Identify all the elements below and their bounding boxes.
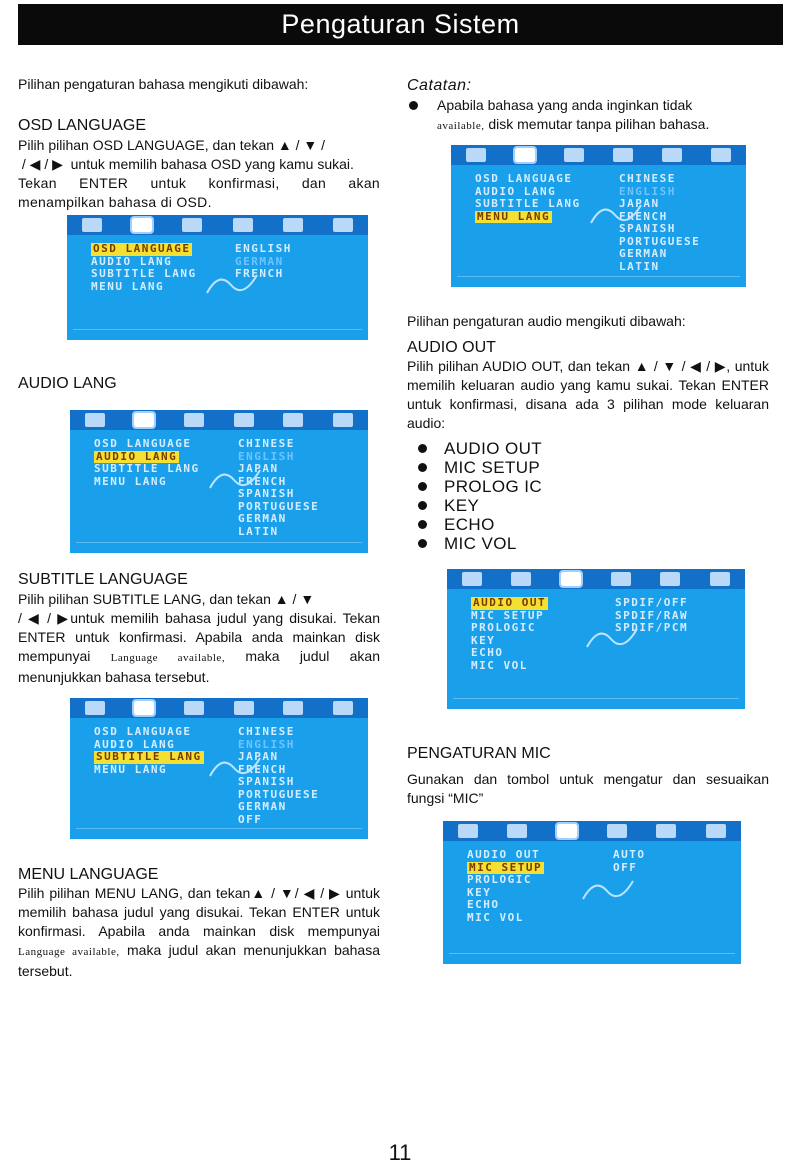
osd-tab-icon <box>283 413 303 427</box>
list-item: MIC VOL <box>416 534 542 553</box>
osd-option-item: CHINESE <box>238 437 295 450</box>
osd-menu-item: KEY <box>467 885 492 899</box>
osd-tab-icon <box>515 148 535 162</box>
osd-option-item: ENGLISH <box>238 737 295 751</box>
osd-tab-icon <box>182 218 202 232</box>
audio-out-heading: AUDIO OUT <box>407 339 496 356</box>
osd-tab-icon <box>706 824 726 838</box>
osd-tab-icon <box>656 824 676 838</box>
osd-menu-item: MIC VOL <box>471 658 528 672</box>
osd-option-item: CHINESE <box>238 725 295 738</box>
osd-option-item: FRENCH <box>238 474 287 488</box>
mic-text: Gunakan dan tombol untuk mengatur dan sesuaikan fungsi “MIC” <box>407 771 769 806</box>
osd-option-list <box>613 849 646 874</box>
osd-option-item: FRENCH <box>235 267 284 280</box>
audio-options-list <box>416 439 542 553</box>
osd-menu-list <box>471 597 548 672</box>
osd-menu-item: MENU LANG <box>94 762 168 776</box>
osd-menu-item: MIC SETUP <box>471 608 545 622</box>
osd-divider <box>453 698 739 699</box>
osd-tab-bar <box>443 821 741 841</box>
menu-language-text: Pilih pilihan MENU LANG, dan tekan▲ / ▼/ ◀ / ▶ untuk memilih bahasa judul yang disukai. Tekan ENTER untuk konfirmasi. Apabila anda mainkan disk mempunyai Language available, maka judul akan menunjukkan bahasa tersebut. <box>18 885 380 979</box>
osd-screen-osd-language <box>67 215 368 340</box>
osd-menu-item: SUBTITLE LANG <box>94 462 200 475</box>
osd-menu-item: OSD LANGUAGE <box>475 172 573 185</box>
osd-option-item: GERMAN <box>619 247 668 260</box>
osd-menu-item: MIC SETUP <box>469 860 543 874</box>
audio-lang-heading: AUDIO LANG <box>18 375 117 392</box>
osd-tab-icon <box>333 701 353 715</box>
osd-tab-icon <box>283 701 303 715</box>
osd-tab-icon <box>134 701 154 715</box>
osd-option-item: JAPAN <box>619 197 660 210</box>
osd-tab-icon <box>184 701 204 715</box>
mic-heading: PENGATURAN MIC <box>407 745 551 762</box>
osd-tab-icon <box>710 572 730 586</box>
osd-screen-subtitle-lang <box>70 698 368 839</box>
osd-option-item: FRENCH <box>238 762 287 776</box>
osd-menu-item: SUBTITLE LANG <box>475 197 581 210</box>
osd-menu-item: OSD LANGUAGE <box>94 437 192 450</box>
osd-tab-bar <box>70 698 368 718</box>
osd-option-item: CHINESE <box>619 172 676 185</box>
osd-option-item: JAPAN <box>238 750 279 763</box>
list-item: KEY <box>416 496 542 515</box>
osd-tab-icon <box>611 572 631 586</box>
osd-language-heading: OSD LANGUAGE <box>18 117 147 134</box>
osd-option-item: PORTUGUESE <box>238 787 320 801</box>
osd-tab-icon <box>607 824 627 838</box>
subtitle-language-heading: SUBTITLE LANGUAGE <box>18 571 188 588</box>
osd-tab-icon <box>333 218 353 232</box>
osd-menu-item: MENU LANG <box>94 474 168 488</box>
osd-tab-icon <box>662 148 682 162</box>
osd-menu-item: AUDIO OUT <box>467 848 541 861</box>
osd-divider <box>76 542 362 543</box>
osd-divider <box>449 953 735 954</box>
osd-menu-item: MIC VOL <box>467 910 524 924</box>
osd-option-item: PORTUGUESE <box>619 234 701 248</box>
osd-language-text: Pilih pilihan OSD LANGUAGE, dan tekan ▲ / ▼ / / ◀ / ▶ untuk memilih bahasa OSD yang kamu sukai. Tekan ENTER untuk konfirmasi, dan akan menampilkan bahasa di OSD. <box>18 137 380 210</box>
osd-pointer-path <box>583 881 633 899</box>
osd-tab-icon <box>660 572 680 586</box>
osd-tab-icon <box>507 824 527 838</box>
osd-pointer-path <box>207 275 257 293</box>
osd-option-item: SPDIF/RAW <box>615 608 689 622</box>
osd-tab-icon <box>234 413 254 427</box>
osd-menu-item: AUDIO LANG <box>96 449 178 463</box>
page-number: 11 <box>388 1140 412 1163</box>
osd-screen-audio-out <box>447 569 745 709</box>
osd-tab-icon <box>85 701 105 715</box>
osd-menu-item: MENU LANG <box>477 209 551 223</box>
osd-menu-list <box>94 726 204 776</box>
osd-tab-bar <box>447 569 745 589</box>
osd-option-item: GERMAN <box>238 800 287 813</box>
osd-option-item: JAPAN <box>238 462 279 475</box>
osd-tab-icon <box>184 413 204 427</box>
osd-menu-item: AUDIO LANG <box>94 737 176 751</box>
osd-menu-item: SUBTITLE LANG <box>96 750 202 763</box>
osd-option-item: ENGLISH <box>619 184 676 198</box>
osd-option-item: LATIN <box>238 524 279 538</box>
osd-option-item: PORTUGUESE <box>238 499 320 513</box>
osd-tab-icon <box>613 148 633 162</box>
osd-tab-icon <box>458 824 478 838</box>
osd-option-item: SPANISH <box>238 487 295 500</box>
list-item: AUDIO OUT <box>416 439 542 458</box>
osd-pointer-path <box>587 629 637 647</box>
note-text: Apabila bahasa yang anda inginkan tidak available, disk memutar tanpa pilihan bahasa. <box>407 96 769 136</box>
osd-tab-icon <box>134 413 154 427</box>
osd-option-item: ENGLISH <box>238 449 295 463</box>
osd-option-item: OFF <box>613 860 638 874</box>
osd-pointer-line <box>208 462 268 492</box>
list-item: PROLOG IC <box>416 477 542 496</box>
osd-tab-bar <box>67 215 368 235</box>
osd-pointer-line <box>589 197 649 227</box>
osd-tab-icon <box>462 572 482 586</box>
osd-tab-icon <box>234 701 254 715</box>
osd-tab-icon <box>564 148 584 162</box>
note-title: Catatan: <box>407 77 472 94</box>
osd-pointer-line <box>581 873 641 903</box>
osd-menu-list <box>94 438 200 488</box>
language-intro: Pilihan pengaturan bahasa mengikuti dibawah: <box>18 76 309 92</box>
osd-pointer-line <box>208 750 268 780</box>
list-item: MIC SETUP <box>416 458 542 477</box>
osd-screen-menu-lang <box>451 145 746 287</box>
osd-option-item: AUTO <box>613 848 646 861</box>
osd-menu-item: PROLOGIC <box>467 873 532 886</box>
osd-tab-bar <box>70 410 368 430</box>
osd-pointer-line <box>585 621 645 651</box>
osd-tab-icon <box>233 218 253 232</box>
osd-menu-item: AUDIO LANG <box>475 184 557 198</box>
osd-tab-icon <box>132 218 152 232</box>
osd-option-item: FRENCH <box>619 209 668 223</box>
audio-intro: Pilihan pengaturan audio mengikuti dibawah: <box>407 313 686 329</box>
osd-menu-list <box>475 173 581 223</box>
osd-divider <box>73 329 362 330</box>
osd-option-item: SPANISH <box>619 222 676 235</box>
osd-menu-item: AUDIO OUT <box>473 596 547 609</box>
osd-pointer-path <box>210 470 260 488</box>
list-item: ECHO <box>416 515 542 534</box>
osd-tab-bar <box>451 145 746 165</box>
osd-tab-icon <box>82 218 102 232</box>
osd-menu-item: ECHO <box>471 646 504 659</box>
menu-language-heading: MENU LANGUAGE <box>18 866 159 883</box>
osd-option-item: SPDIF/OFF <box>615 596 689 609</box>
osd-menu-list <box>467 849 544 924</box>
audio-out-text: Pilih pilihan AUDIO OUT, dan tekan ▲ / ▼ / ◀ / ▶, untuk memilih keluaran audio yang kamu sukai. Tekan ENTER untuk konfirmasi, disana ada 3 pilihan mode keluaran audio: <box>407 358 769 431</box>
osd-menu-item: MENU LANG <box>91 279 165 293</box>
osd-tab-icon <box>85 413 105 427</box>
osd-menu-item: AUDIO LANG <box>91 254 173 268</box>
osd-divider <box>457 276 740 277</box>
osd-option-item: SPANISH <box>238 775 295 788</box>
osd-tab-icon <box>283 218 303 232</box>
osd-option-item: OFF <box>238 812 263 826</box>
osd-tab-icon <box>557 824 577 838</box>
osd-screen-audio-lang <box>70 410 368 553</box>
osd-pointer-path <box>210 758 260 776</box>
osd-menu-item: PROLOGIC <box>471 621 536 634</box>
subtitle-language-text: Pilih pilihan SUBTITLE LANG, dan tekan ▲ / ▼ / ◀ / ▶untuk memilih bahasa judul yang disukai. Tekan ENTER untuk konfirmasi. Apabila anda mainkan disk mempunyai Language available, maka judul akan menunjukkan bahasa tersebut. <box>18 591 381 685</box>
osd-screen-mic-setup <box>443 821 741 964</box>
osd-option-item: GERMAN <box>238 512 287 525</box>
osd-menu-item: SUBTITLE LANG <box>91 267 197 280</box>
osd-menu-item: ECHO <box>467 898 500 911</box>
osd-tab-icon <box>333 413 353 427</box>
osd-option-item: ENGLISH <box>235 242 292 255</box>
osd-option-item: GERMAN <box>235 254 284 268</box>
osd-option-item: SPDIF/PCM <box>615 621 689 634</box>
osd-divider <box>76 828 362 829</box>
osd-tab-icon <box>466 148 486 162</box>
osd-option-item: LATIN <box>619 259 660 273</box>
osd-tab-icon <box>511 572 531 586</box>
osd-menu-item: KEY <box>471 633 496 647</box>
osd-pointer-line <box>205 267 265 297</box>
osd-tab-icon <box>561 572 581 586</box>
page-header: Pengaturan Sistem <box>18 4 783 45</box>
osd-menu-item: OSD LANGUAGE <box>94 725 192 738</box>
osd-menu-item: OSD LANGUAGE <box>93 242 191 255</box>
osd-menu-list <box>91 243 197 293</box>
osd-pointer-path <box>591 205 641 223</box>
osd-tab-icon <box>711 148 731 162</box>
